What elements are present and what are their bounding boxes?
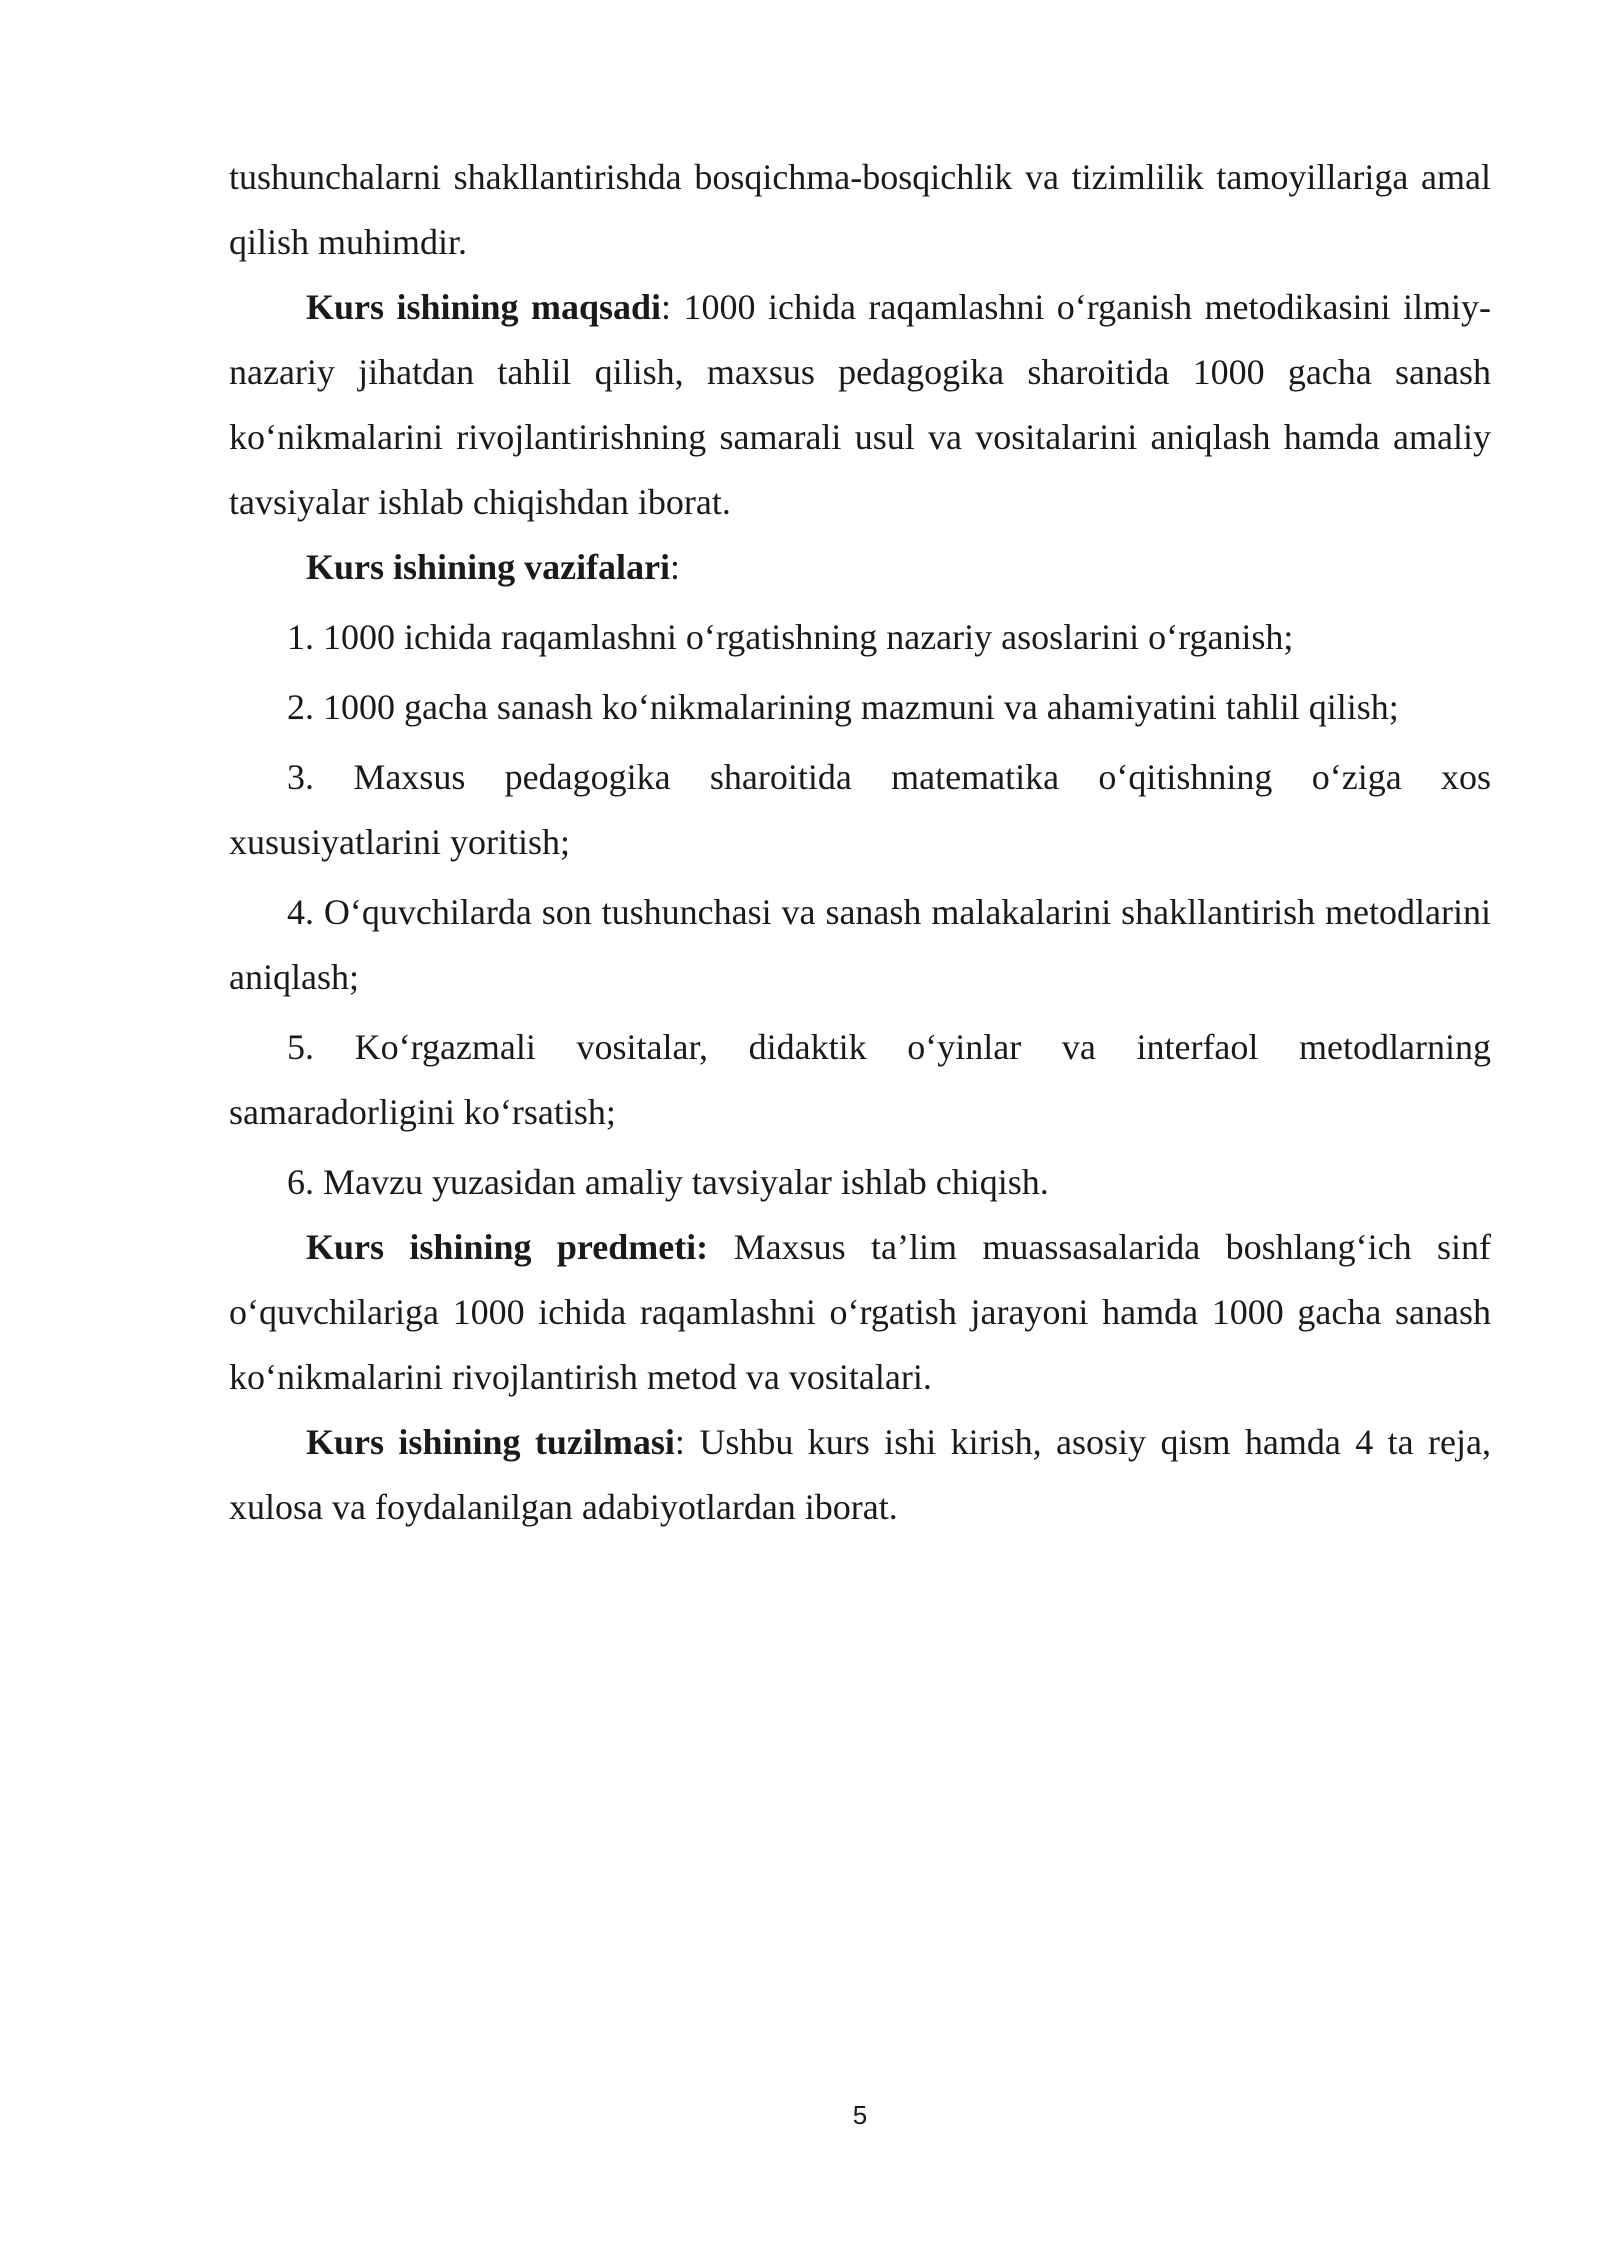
task-item-1: 1. 1000 ichida raqamlashni o‘rgatishning nazariy asoslarini o‘rganish; [287, 617, 1294, 657]
goal-text: 1000 ichida raqamlashni o‘rganish metodikasini ilmiy-nazariy jihatdan tahlil qilish, maxsus pedagogika sharoitida 1000 gacha sanash ko‘nikmalarini rivojlantirishning samarali usul va vositalarini aniqlash hamda amaliy tavsiyalar ishlab chiqishdan iborat. [229, 287, 1491, 522]
intro-paragraph: tushunchalarni shakllantirishda bosqichma-bosqichlik va tizimlilik tamoyillariga amal qilish muhimdir. [229, 157, 1491, 262]
structure-label: Kurs ishining tuzilmasi [306, 1422, 675, 1462]
task-item-6: 6. Mavzu yuzasidan amaliy tavsiyalar ishlab chiqish. [287, 1162, 1049, 1202]
page-body [229, 145, 1491, 1540]
task-item-4: 4. O‘quvchilarda son tushunchasi va sanash malakalarini shakllantirish metodlarini aniqlash; [229, 892, 1491, 997]
tasks-separator: : [670, 547, 681, 587]
structure-separator: : [674, 1422, 685, 1462]
task-item-2: 2. 1000 gacha sanash ko‘nikmalarining mazmuni va ahamiyatini tahlil qilish; [287, 687, 1399, 727]
page-number: 5 [852, 2100, 868, 2130]
goal-label: Kurs ishining maqsadi [306, 287, 662, 327]
subject-text: Maxsus ta’lim muassasalarida boshlang‘ich sinf o‘quvchilariga 1000 ichida raqamlashni o‘rgatish jarayoni hamda 1000 gacha sanash ko‘nikmalarini rivojlantirish metod va vositalari. [229, 1227, 1492, 1397]
task-item-3: 3. Maxsus pedagogika sharoitida matematika o‘qitishning o‘ziga xos xususiyatlarini yoritish; [229, 757, 1491, 862]
subject-label: Kurs ishining predmeti: [306, 1227, 709, 1267]
task-item-5: 5. Ko‘rgazmali vositalar, didaktik o‘yinlar va interfaol metodlarning samaradorligini ko‘rsatish; [229, 1027, 1491, 1132]
tasks-label: Kurs ishining vazifalari [306, 547, 671, 587]
goal-separator: : [661, 287, 672, 327]
subject-paragraph [229, 1215, 1491, 1410]
tasks-heading [229, 535, 1491, 600]
structure-text: Ushbu kurs ishi kirish, asosiy qism hamda 4 ta reja, xulosa va foydalanilgan adabiyotlardan iborat. [229, 1422, 1491, 1527]
goal-paragraph [229, 275, 1491, 535]
structure-paragraph [229, 1410, 1491, 1540]
